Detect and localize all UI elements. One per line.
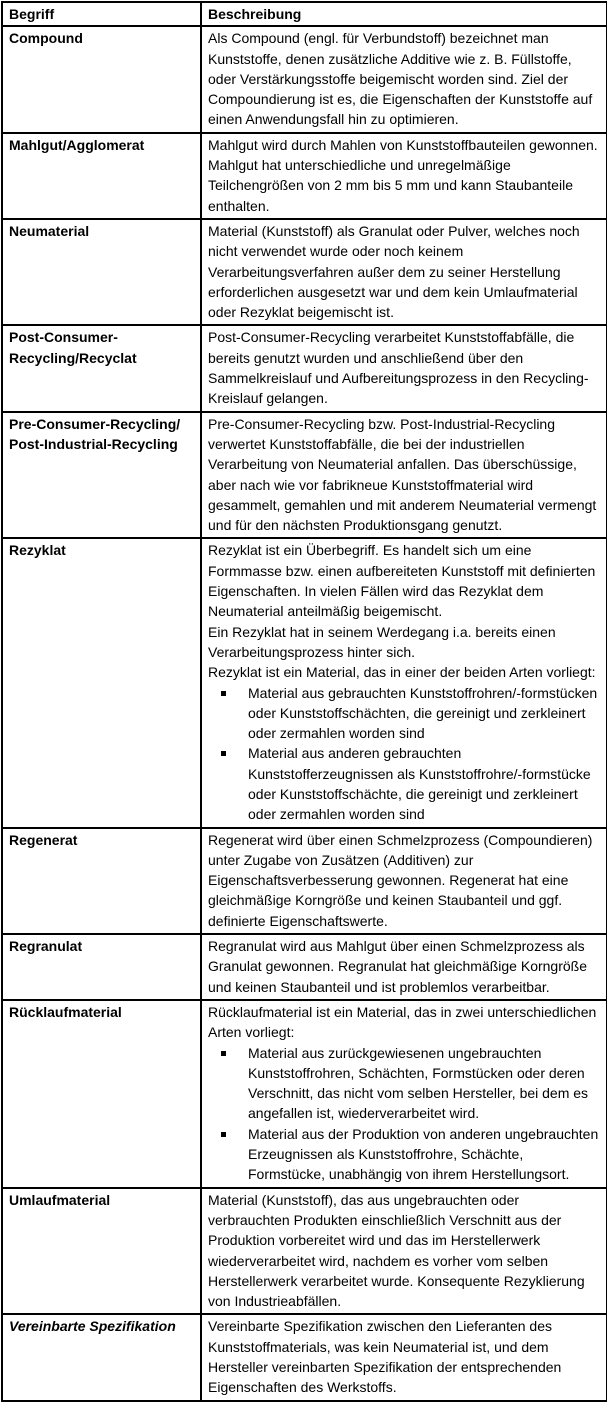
bullet-square-icon: [221, 1051, 226, 1056]
description-paragraph: Material (Kunststoff) als Granulat oder Pulver, welches noch nicht verwendet wurde oder noch keinem Verarbeitungsverfahren außer dem zu seiner Herstellung erforderlichen ausgesetzt war und dem kein Umlaufmaterial oder Rezyklat beigemischt ist.: [208, 222, 580, 321]
description-cell: [201, 538, 607, 827]
header-row: [2, 2, 607, 26]
term-cell: Rücklaufmaterial: [2, 1000, 201, 1188]
bullet-square-icon: [221, 751, 226, 756]
bullet-text: Material aus zurückgewiesenen ungebrauchten Kunststoffrohren, Schächten, Formstücken oder deren Verschnitt, das nicht vom selben Hersteller, bei dem es angefallen ist, wiederverarbeitet wird.: [248, 1044, 589, 1122]
bullet-item: [208, 743, 600, 824]
description-paragraph: Regranulat wird aus Mahlgut über einen Schmelzprozess als Granulat gewonnen. Regranulat hat gleichmäßige Korngröße und keinen Staubanteil und ist problemlos verarbeitbar.: [208, 938, 588, 995]
term-cell: Vereinbarte Spezifikation: [2, 1314, 201, 1400]
description-paragraph: Mahlgut wird durch Mahlen von Kunststoffbauteilen gewonnen. Mahlgut hat unterschiedliche und unregelmäßige Teilchengrößen von 2 mm bis 5 mm und kann Staubanteile enthalten.: [208, 136, 598, 214]
table-row: [2, 1000, 607, 1188]
glossary-table: [1, 1, 607, 1402]
table-row: [2, 1188, 607, 1315]
description-cell: [201, 325, 607, 411]
term-cell: Mahlgut/Agglomerat: [2, 133, 201, 219]
description-paragraph: Pre-Consumer-Recycling bzw. Post-Industrial-Recycling verwertet Kunststoffabfälle, die bei der industriellen Verarbeitung von Neumaterial anfallen. Das überschüssige, aber nach wie vor fabrikneue Kunststoffmaterial wird gesammelt, gemahlen und mit anderem Neumaterial vermengt und für den nächsten Produktionsgang genutzt.: [208, 415, 597, 534]
table-row: [2, 325, 607, 411]
description-cell: [201, 1000, 607, 1188]
description-paragraph: Material (Kunststoff), das aus ungebrauchten oder verbrauchten Produkten einschließlich Verschnitt aus der Produktion vorbereitet wird und das im Herstellerwerk wiederverarbeitet wird, nachdem es vorher vom selben Herstellerwerk verarbeitet wurde. Konsequente Rezyklierung von Industrieabfällen.: [208, 1191, 585, 1310]
bullet-square-icon: [221, 691, 226, 696]
column-header-beschreibung: Beschreibung: [201, 2, 607, 26]
table-row: [2, 412, 607, 539]
bullet-text: Material aus gebrauchten Kunststoffrohren/-formstücken oder Kunststoffschächten, die gereinigt und zerkleinert oder zermahlen worden sind: [248, 684, 598, 742]
description-paragraph: Rezyklat ist ein Überbegriff. Es handelt sich um eine Formmasse bzw. einen aufbereiteten Kunststoff mit definierten Eigenschaften. In vielen Fällen wird das Rezyklat dem Neumaterial anteilmäßig beigemischt.: [208, 542, 596, 620]
description-cell: [201, 219, 607, 325]
description-cell: [201, 412, 607, 539]
description-paragraph: Vereinbarte Spezifikation zwischen den Lieferanten des Kunststoffmaterials, was kein Neumaterial ist, und dem Hersteller vereinbarten Spezifikation der entsprechenden Eigenschaften des Werkstoffs.: [208, 1318, 562, 1396]
description-cell: [201, 1314, 607, 1400]
table-row: [2, 133, 607, 219]
bullet-item: [208, 1124, 600, 1185]
table-row: [2, 219, 607, 325]
term-cell: Regenerat: [2, 828, 201, 934]
description-paragraph: Regenerat wird über einen Schmelzprozess (Compoundieren) unter Zugabe von Zusätzen (Additiven) zur Eigenschaftsverbesserung gewonnen. Regenerat hat eine gleichmäßige Korngröße und keinen Staubanteil und ggf. definierte Eigenschaftswerte.: [208, 831, 593, 929]
table-row: [2, 934, 607, 1000]
bullet-text: Material aus der Produktion von anderen ungebrauchten Erzeugnissen als Kunststoffrohre, Schächte, Formstücke, unabhängig von ihrem Herstellungsort.: [248, 1125, 599, 1183]
description-cell: [201, 828, 607, 934]
description-cell: [201, 934, 607, 1000]
description-paragraph: Post-Consumer-Recycling verarbeitet Kunststoffabfälle, die bereits genutzt wurden und anschließend über den Sammelkreislauf und Aufbereitungsprozess in den Recycling-Kreislauf gelangen.: [208, 329, 589, 407]
description-cell: [201, 26, 607, 132]
bullet-square-icon: [221, 1132, 226, 1137]
description-paragraph: Rücklaufmaterial ist ein Material, das in zwei unterschiedlichen Arten vorliegt:: [208, 1003, 597, 1041]
bullet-item: [208, 1043, 600, 1124]
description-paragraph: Rezyklat ist ein Material, das in einer der beiden Arten vorliegt:: [208, 664, 596, 681]
term-cell: Compound: [2, 26, 201, 132]
term-cell: Umlaufmaterial: [2, 1188, 201, 1315]
term-cell: Regranulat: [2, 934, 201, 1000]
description-paragraph: Als Compound (engl. für Verbundstoff) bezeichnet man Kunststoffe, denen zusätzliche Additive wie z. B. Füllstoffe, oder Verstärkungsstoffe beigemischt worden sind. Ziel der Compoundierung ist es, die Eigenschaften der Kunststoffe auf einen Anwendungsfall hin zu optimieren.: [208, 30, 593, 128]
bullet-item: [208, 683, 600, 744]
term-cell: Neumaterial: [2, 219, 201, 325]
column-header-begriff: Begriff: [2, 2, 201, 26]
table-row: [2, 538, 607, 827]
term-cell: Post-Consumer-Recycling/Recyclat: [2, 325, 201, 411]
bullet-list: [208, 1043, 600, 1185]
bullet-list: [208, 683, 600, 825]
description-paragraph: Ein Rezyklat hat in seinem Werdegang i.a. bereits einen Verarbeitungsprozess hinter sich.: [208, 623, 556, 660]
term-cell: Rezyklat: [2, 538, 201, 827]
description-cell: [201, 1188, 607, 1315]
bullet-text: Material aus anderen gebrauchten Kunststofferzeugnissen als Kunststoffrohre/-formstücke oder Kunststoffschächte, die gereinigt und zerkleinert oder zermahlen worden sind: [248, 745, 591, 823]
table-row: [2, 1314, 607, 1400]
table-body: [2, 26, 607, 1400]
table-row: [2, 26, 607, 132]
term-cell: Pre-Consumer-Recycling/ Post-Industrial-Recycling: [2, 412, 201, 539]
description-cell: [201, 133, 607, 219]
table-row: [2, 828, 607, 934]
